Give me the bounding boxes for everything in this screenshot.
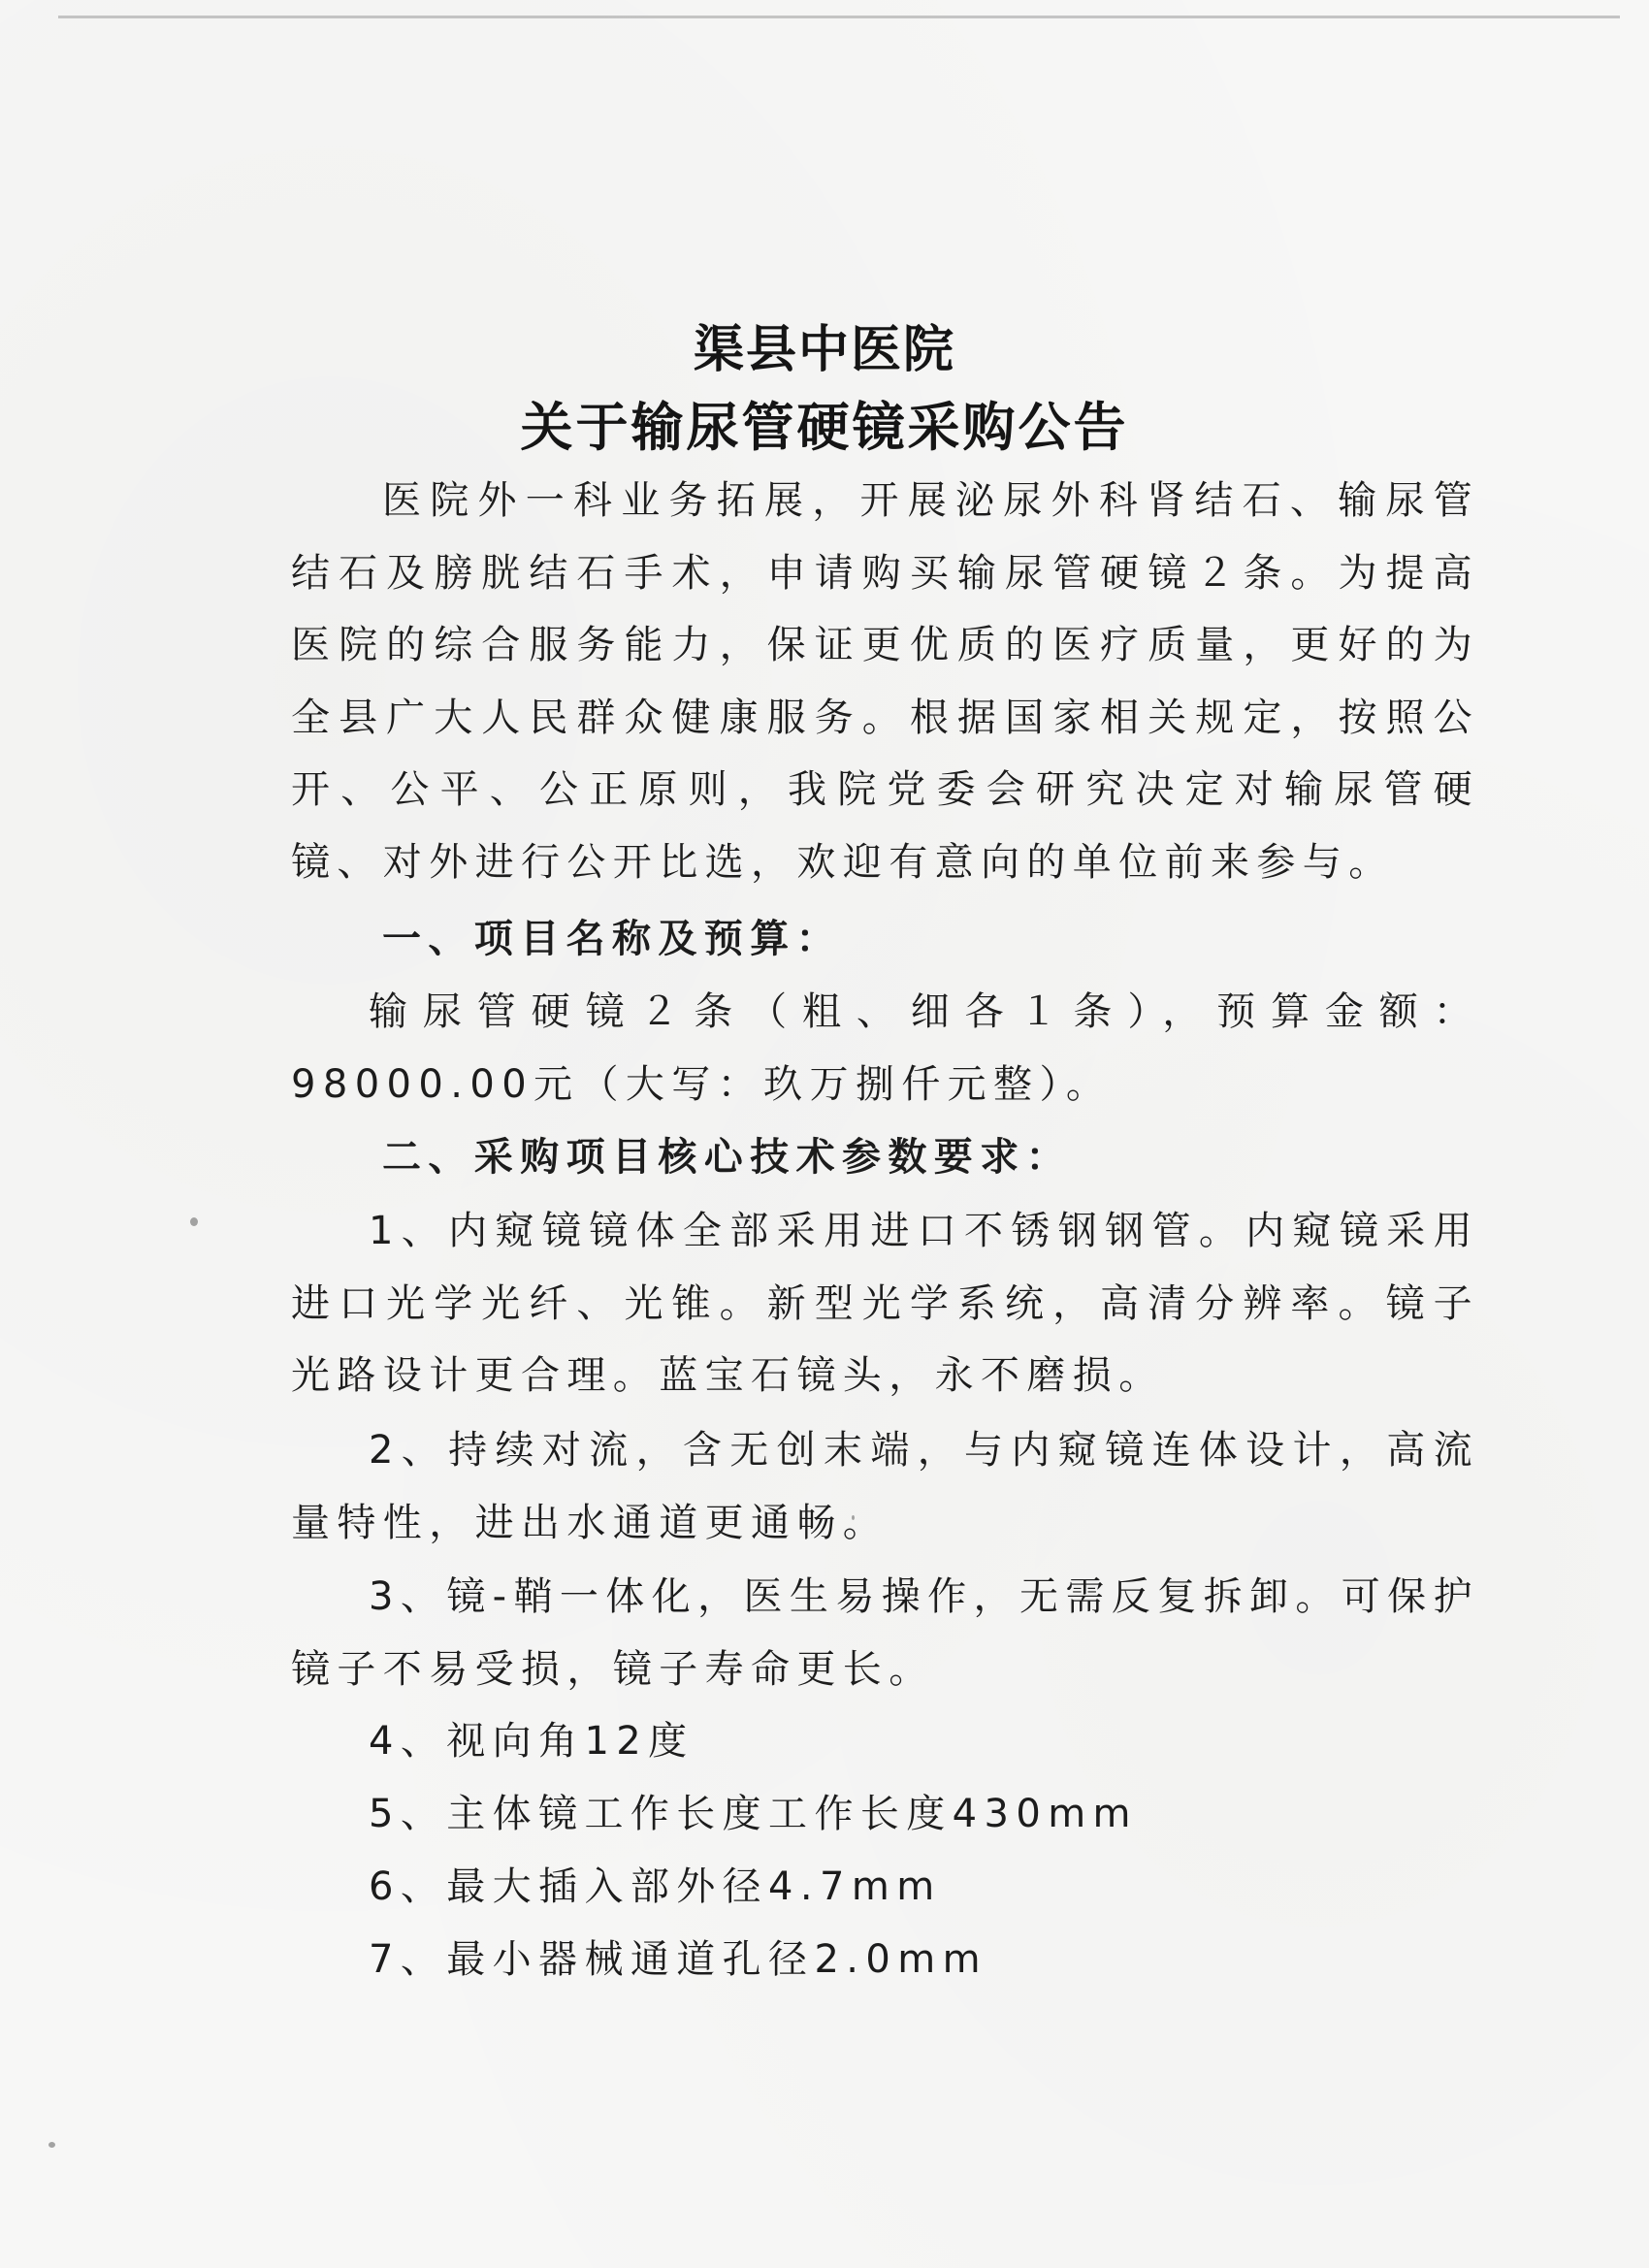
document-subtitle: 关于输尿管硬镜采购公告 [520, 396, 1129, 458]
requirement-item: 2、持续对流，含无创末端，与内窥镜连体设计，高流量特性，进出水通道更通畅。 [291, 1428, 1479, 1545]
requirement-item: 7、最小器械通道孔径2.0mm [369, 1937, 987, 1982]
intro-paragraph: 医院外一科业务拓展，开展泌尿外科肾结石、输尿管结石及膀胱结石手术，申请购买输尿管硬镜２条。为提高医院的综合服务能力，保证更优质的医疗质量，更好的为全县广大人民群众健康服务。根据国家相关规定，按照公开、公平、公正原则，我院党委会研究决定对输尿管硬镜、对外进行公开比选，欢迎有意向的单位前来参与。 [291, 478, 1479, 885]
section-heading-budget: 一、项目名称及预算： [382, 917, 842, 961]
budget-paragraph: 输尿管硬镜２条（粗、细各１条），预算金额：98000.00元（大写：玖万捌仟元整）。 [291, 989, 1479, 1107]
requirement-item: 3、镜-鞘一体化，医生易操作，无需反复拆卸。可保护镜子不易受损，镜子寿命更长。 [291, 1574, 1479, 1692]
section-heading-requirements: 二、采购项目核心技术参数要求： [382, 1135, 1072, 1180]
requirement-item: 5、主体镜工作长度工作长度430mm [369, 1792, 1138, 1836]
scan-speck [48, 2142, 55, 2148]
scan-edge-line [58, 16, 1620, 18]
scan-speck [190, 1217, 198, 1226]
requirement-item: 4、视向角12度 [369, 1719, 695, 1764]
requirement-item: 6、最大插入部外径4.7mm [369, 1864, 942, 1909]
document-title: 渠县中医院 [693, 320, 955, 379]
requirement-item: 1、内窥镜镜体全部采用进口不锈钢钢管。内窥镜采用进口光学光纤、光锥。新型光学系统，高清分辨率。镜子光路设计更合理。蓝宝石镜头，永不磨损。 [291, 1209, 1479, 1398]
